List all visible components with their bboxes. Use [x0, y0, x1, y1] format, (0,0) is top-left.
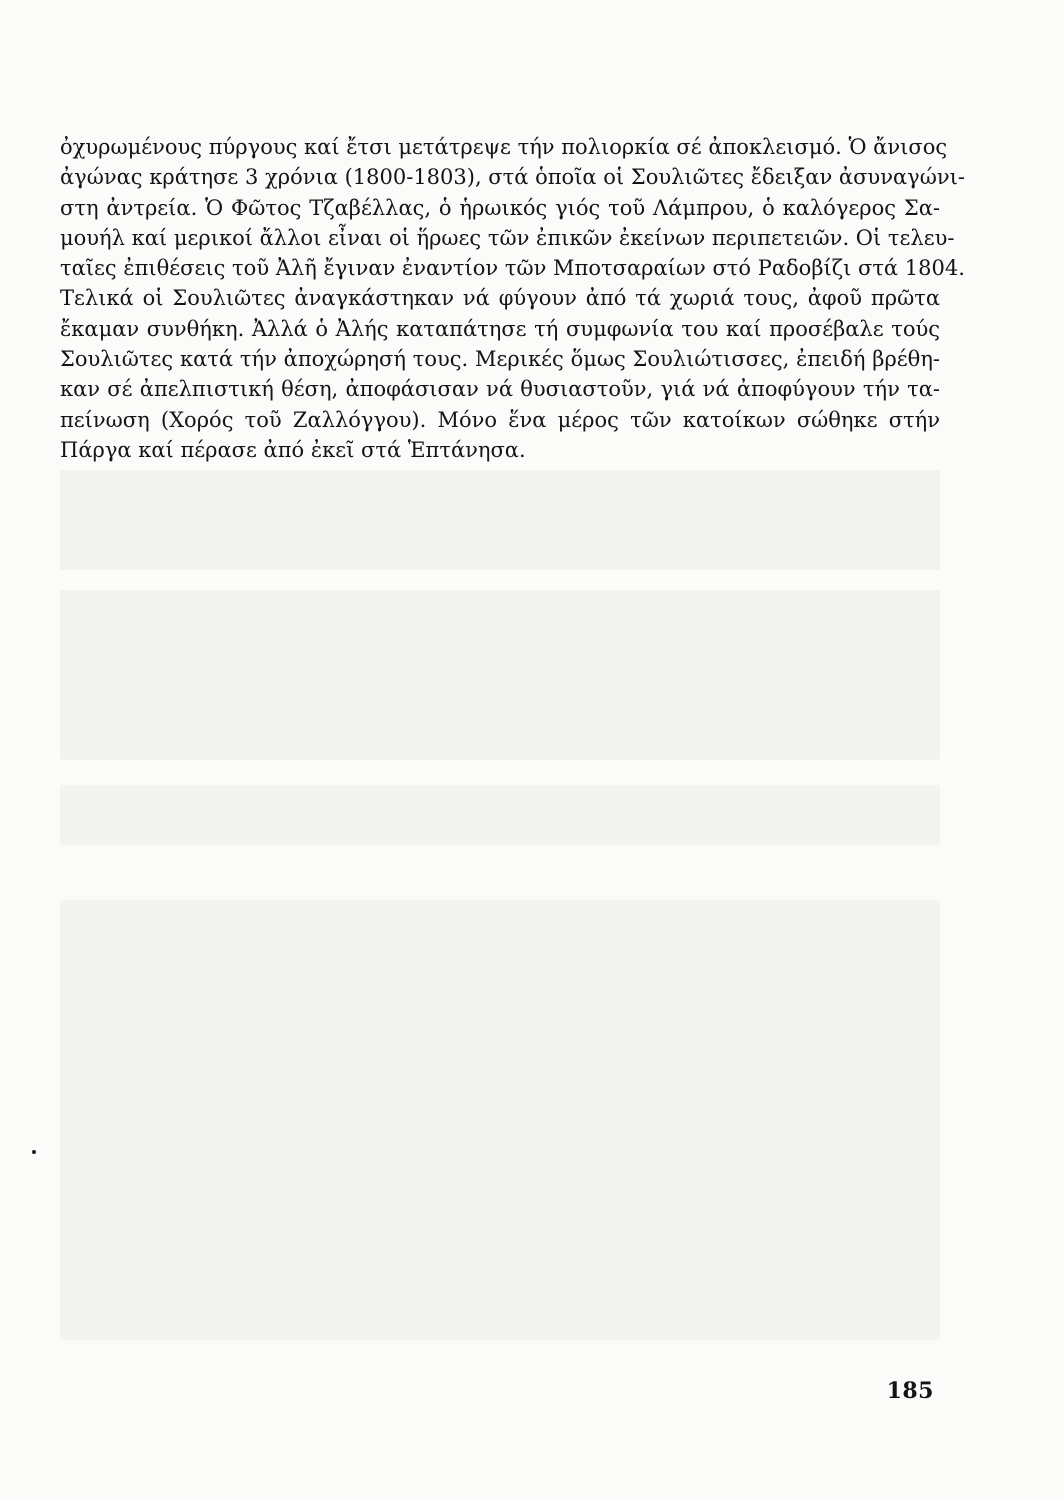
- ink-speck: [32, 1150, 36, 1154]
- text-line: ἔκαμαν συνθήκη. Ἀλλά ὁ Ἀλής καταπάτησε τή συμφωνία του καί προσέβαλε τούς: [60, 316, 940, 341]
- text-line: καν σέ ἀπελπιστική θέση, ἀποφάσισαν νά θυσιαστοῦν, γιά νά ἀποφύγουν τήν τα-: [60, 377, 940, 402]
- bleed-through-block: [60, 470, 940, 570]
- text-line: Τελικά οἱ Σουλιῶτες ἀναγκάστηκαν νά φύγουν ἀπό τά χωριά τους, ἀφοῦ πρῶτα: [60, 286, 940, 311]
- bleed-through-block: [60, 900, 940, 1340]
- page-number: 185: [886, 1378, 934, 1404]
- bleed-through-block: [60, 590, 940, 760]
- text-line: ταῖες ἐπιθέσεις τοῦ Ἀλῆ ἔγιναν ἐναντίον τῶν Μποτσαραίων στό Ραδοβίζι στά 1804.: [60, 256, 965, 281]
- bleed-through-block: [60, 785, 940, 845]
- text-line: στη ἀντρεία. Ὁ Φῶτος Τζαβέλλας, ὁ ἡρωικός γιός τοῦ Λάμπρου, ὁ καλόγερος Σα-: [60, 195, 940, 220]
- text-line: πείνωση (Χορός τοῦ Ζαλλόγγου). Μόνο ἕνα μέρος τῶν κατοίκων σώθηκε στήν: [60, 407, 940, 432]
- body-paragraph: [60, 132, 965, 465]
- text-line: μουήλ καί μερικοί ἄλλοι εἶναι οἱ ἥρωες τῶν ἐπικῶν ἐκείνων περιπετειῶν. Οἱ τελευ-: [60, 225, 955, 250]
- text-line: ἀγώνας κράτησε 3 χρόνια (1800-1803), στά ὁποῖα οἱ Σουλιῶτες ἔδειξαν ἀσυναγώνι-: [60, 165, 965, 190]
- text-line: Πάργα καί πέρασε ἀπό ἐκεῖ στά Ἑπτάνησα.: [60, 437, 526, 462]
- text-line: ὀχυρωμένους πύργους καί ἔτσι μετάτρεψε τήν πολιορκία σέ ἀποκλεισμό. Ὁ ἄνισος: [60, 135, 948, 159]
- text-line: Σουλιῶτες κατά τήν ἀποχώρησή τους. Μερικές ὅμως Σουλιώτισσες, ἐπειδή βρέθη-: [60, 347, 940, 372]
